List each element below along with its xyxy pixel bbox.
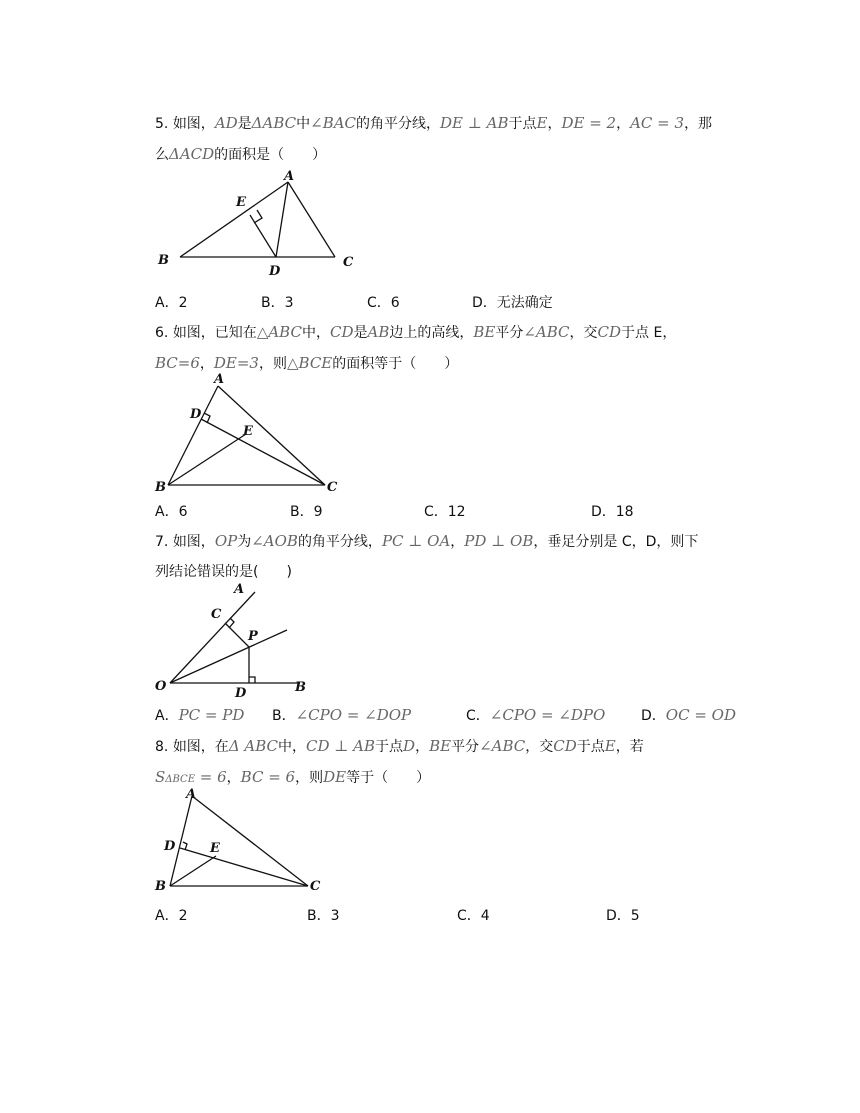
question-7-line-1: 7. 如图，OP为∠AOB的角平分线，PC ⊥ OA，PD ⊥ OB，垂足分别是 C，D，则下 [155,532,699,550]
label-A: A [214,372,225,387]
question-5-figure [150,165,370,280]
option-d[interactable]: D．无法确定 [472,295,553,311]
label-A: A [234,582,245,597]
option-b[interactable]: B．3 [307,908,340,924]
option-c[interactable]: C．∠CPO = ∠DPO [466,706,606,724]
question-6-line-1: 6. 如图，已知在△ABC中，CD是AB边上的高线，BE平分∠ABC，交CD于点 E， [155,323,677,341]
label-P: P [248,629,258,644]
question-5-line-2: 么ΔACD的面积是（ ） [155,145,327,163]
option-b[interactable]: B．∠CPO = ∠DOP [272,706,412,724]
label-C: C [310,879,321,894]
question-5-line-1: 5. 如图，AD是ΔABC中∠BAC的角平分线，DE ⊥ AB于点E，DE = 2，AC = 3，那 [155,114,713,132]
label-B: B [155,480,166,495]
question-8-line-2: SΔBCE = 6，BC = 6，则DE等于（ ） [155,768,431,786]
label-A: A [284,169,295,184]
label-B: B [155,879,166,894]
question-6-figure [150,368,350,498]
question-7-figure [150,580,320,700]
option-a[interactable]: A．6 [155,504,188,520]
label-E: E [236,195,246,210]
option-d[interactable]: D．OC = OD [641,706,736,724]
option-c[interactable]: C．6 [367,295,400,311]
option-c[interactable]: C．12 [424,504,466,520]
label-D: D [235,686,247,701]
label-C: C [327,480,338,495]
option-b[interactable]: B．3 [261,295,294,311]
option-b[interactable]: B．9 [290,504,323,520]
question-7 [155,526,735,587]
option-d[interactable]: D．18 [591,504,634,520]
option-d[interactable]: D．5 [606,908,640,924]
option-a[interactable]: A．2 [155,295,188,311]
question-8-figure [150,782,335,897]
label-A: A [186,787,197,802]
option-a[interactable]: A．2 [155,908,188,924]
option-a[interactable]: A．PC = PD [155,706,245,724]
question-5 [155,108,735,170]
question-6-line-2: BC=6，DE=3，则△BCE的面积等于（ ） [155,354,459,372]
option-c[interactable]: C．4 [457,908,490,924]
label-E: E [210,841,220,856]
label-O: O [155,679,167,694]
question-8-line-1: 8. 如图，在Δ ABC中，CD ⊥ AB于点D，BE平分∠ABC，交CD于点E，若 [155,737,644,755]
label-B: B [158,253,169,268]
label-E: E [243,424,253,439]
question-7-line-2: 列结论错误的是( ) [155,564,292,580]
label-B: B [295,680,306,695]
label-C: C [211,607,222,622]
label-C: C [343,255,354,270]
label-D: D [190,407,202,422]
label-D: D [269,264,281,279]
label-D: D [164,839,176,854]
